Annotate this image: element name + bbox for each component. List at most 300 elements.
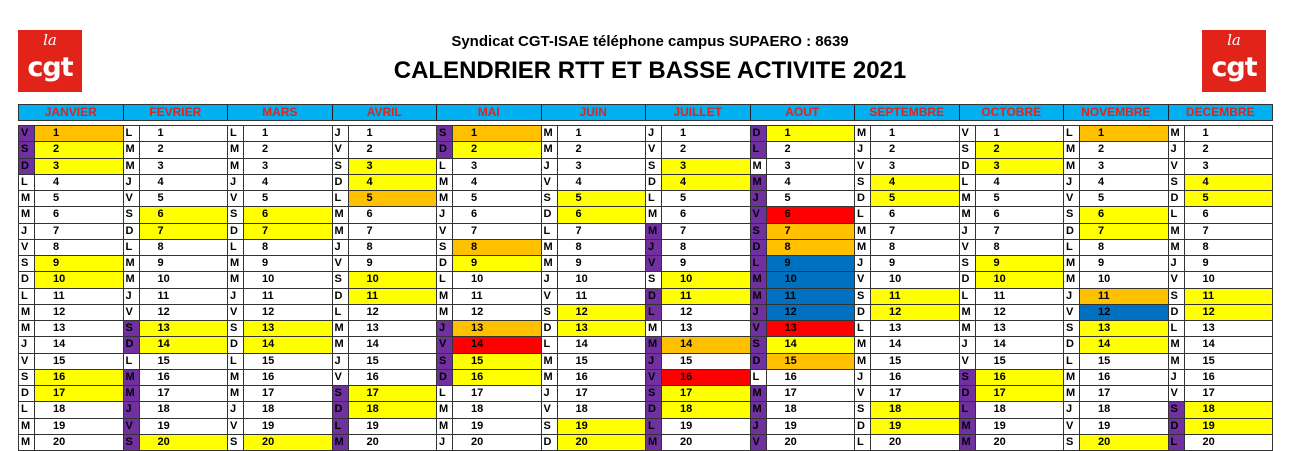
day-number: 1 — [157, 127, 164, 139]
day-row — [542, 386, 646, 402]
day-number: 5 — [1098, 192, 1105, 204]
weekday-letter: M — [1064, 142, 1080, 157]
day-row — [960, 240, 1064, 256]
day-row — [751, 159, 855, 175]
day-number: 4 — [157, 175, 164, 188]
day-number: 14 — [1080, 337, 1168, 352]
day-number: 9 — [575, 257, 582, 269]
day-row — [960, 402, 1064, 418]
day-number: 8 — [680, 240, 687, 253]
weekday-letter: M — [1169, 354, 1185, 369]
day-number: 19 — [366, 419, 379, 432]
day-number: 7 — [366, 224, 373, 237]
day-row — [960, 370, 1064, 386]
weekday-letter: S — [960, 256, 976, 271]
weekday-letter: M — [19, 419, 35, 434]
weekday-letter: S — [646, 159, 662, 174]
day-number: 13 — [558, 321, 646, 336]
weekday-letter: S — [855, 402, 871, 417]
day-number: 3 — [262, 159, 269, 172]
day-row — [960, 289, 1064, 305]
day-row — [855, 224, 959, 240]
weekday-letter: M — [228, 256, 244, 271]
day-number: 7 — [53, 224, 60, 237]
weekday-letter: J — [751, 305, 767, 320]
day-number: 3 — [889, 159, 896, 172]
weekday-letter: M — [542, 240, 558, 255]
weekday-letter: V — [751, 207, 767, 222]
day-number: 15 — [889, 354, 902, 367]
day-number: 1 — [453, 126, 541, 141]
day-number: 2 — [262, 143, 269, 156]
day-number: 15 — [680, 354, 693, 367]
weekday-letter: J — [646, 354, 662, 369]
day-number: 9 — [262, 257, 269, 269]
day-row — [542, 224, 646, 240]
day-number: 3 — [662, 159, 750, 174]
weekday-letter: J — [1169, 256, 1185, 271]
day-row — [542, 175, 646, 191]
day-row — [960, 386, 1064, 402]
weekday-letter: L — [228, 126, 244, 141]
day-row — [124, 224, 228, 240]
day-number: 11 — [575, 289, 588, 302]
weekday-letter: M — [333, 207, 349, 222]
weekday-letter: L — [1169, 435, 1185, 450]
logo-text-cgt: cgt — [1211, 52, 1257, 83]
weekday-letter: M — [960, 191, 976, 206]
day-number: 6 — [53, 208, 60, 221]
weekday-letter: M — [542, 370, 558, 385]
day-row — [542, 305, 646, 321]
day-number: 8 — [157, 240, 164, 253]
day-row — [751, 272, 855, 288]
weekday-letter: M — [437, 191, 453, 206]
day-number: 14 — [244, 337, 332, 352]
day-number: 8 — [53, 240, 60, 253]
weekday-letter: M — [437, 419, 453, 434]
day-row — [19, 240, 123, 256]
day-number: 16 — [575, 370, 588, 383]
weekday-letter: V — [751, 321, 767, 336]
day-row — [751, 354, 855, 370]
day-number: 11 — [993, 289, 1006, 302]
day-number: 16 — [35, 370, 123, 385]
day-row — [228, 402, 332, 418]
weekday-letter: S — [960, 370, 976, 385]
day-number: 5 — [471, 192, 478, 204]
day-number: 13 — [366, 322, 379, 334]
day-number: 13 — [767, 321, 855, 336]
day-number: 16 — [157, 370, 170, 383]
day-number: 4 — [993, 175, 1000, 188]
day-number: 4 — [871, 175, 959, 190]
weekday-letter: V — [228, 191, 244, 206]
day-row — [19, 224, 123, 240]
day-number: 3 — [1202, 159, 1209, 172]
day-number: 13 — [993, 322, 1006, 334]
day-row — [333, 159, 437, 175]
weekday-letter: D — [855, 191, 871, 206]
day-row — [437, 354, 541, 370]
day-row — [1169, 207, 1273, 223]
weekday-letter: M — [960, 419, 976, 434]
weekday-letter: V — [960, 240, 976, 255]
weekday-letter: L — [960, 402, 976, 417]
day-row — [646, 354, 750, 370]
weekday-letter: D — [1169, 419, 1185, 434]
day-number: 15 — [262, 354, 275, 367]
day-number: 9 — [35, 256, 123, 271]
day-number: 13 — [1202, 322, 1215, 334]
day-number: 9 — [157, 257, 164, 269]
day-number: 19 — [157, 419, 170, 432]
day-row — [542, 321, 646, 337]
day-row — [228, 370, 332, 386]
day-row — [228, 207, 332, 223]
day-number: 16 — [453, 370, 541, 385]
day-number: 12 — [993, 305, 1006, 318]
day-row — [1064, 370, 1168, 386]
weekday-letter: J — [542, 386, 558, 401]
day-row — [333, 337, 437, 353]
day-number: 8 — [262, 240, 269, 253]
day-number: 1 — [1202, 127, 1209, 139]
day-number: 1 — [767, 126, 855, 141]
day-row — [437, 402, 541, 418]
day-number: 12 — [767, 305, 855, 320]
day-number: 17 — [262, 387, 275, 399]
day-number: 15 — [993, 354, 1006, 367]
weekday-letter: L — [751, 256, 767, 271]
day-row — [855, 337, 959, 353]
day-number: 16 — [662, 370, 750, 385]
day-number: 15 — [53, 354, 66, 367]
weekday-letter: M — [124, 370, 140, 385]
logo-text-la: la — [1227, 31, 1241, 49]
page-title: CALENDRIER RTT ET BASSE ACTIVITE 2021 — [393, 57, 907, 84]
weekday-letter: J — [542, 272, 558, 287]
day-number: 6 — [767, 207, 855, 222]
day-row — [1064, 337, 1168, 353]
day-row — [1169, 419, 1273, 435]
day-row — [855, 354, 959, 370]
day-row — [1169, 370, 1273, 386]
day-number: 14 — [993, 338, 1006, 351]
day-number: 5 — [871, 191, 959, 206]
day-number: 1 — [575, 127, 582, 139]
day-number: 4 — [662, 175, 750, 190]
weekday-letter: J — [1169, 142, 1185, 157]
weekday-letter: M — [228, 159, 244, 174]
day-row — [1064, 191, 1168, 207]
day-number: 18 — [1098, 403, 1111, 416]
weekday-letter: M — [855, 354, 871, 369]
weekday-letter: L — [124, 354, 140, 369]
day-number: 17 — [575, 387, 588, 399]
day-row — [646, 159, 750, 175]
day-row — [646, 321, 750, 337]
day-number: 5 — [157, 192, 164, 204]
day-row — [751, 142, 855, 158]
day-row — [437, 224, 541, 240]
day-number: 16 — [784, 370, 797, 383]
day-number: 15 — [157, 354, 170, 367]
day-row — [19, 142, 123, 158]
weekday-letter: J — [646, 126, 662, 141]
weekday-letter: V — [542, 175, 558, 190]
day-row — [1064, 272, 1168, 288]
weekday-letter: L — [333, 419, 349, 434]
day-row — [333, 191, 437, 207]
day-row — [960, 419, 1064, 435]
weekday-letter: M — [228, 370, 244, 385]
day-number: 8 — [366, 240, 373, 253]
day-row — [1169, 159, 1273, 175]
weekday-letter: M — [1169, 224, 1185, 239]
weekday-letter: J — [333, 354, 349, 369]
weekday-letter: D — [751, 126, 767, 141]
day-number: 11 — [262, 289, 274, 302]
day-row — [437, 386, 541, 402]
day-number: 8 — [1098, 240, 1105, 253]
day-number: 14 — [575, 338, 588, 351]
day-row — [646, 337, 750, 353]
day-number: 19 — [1185, 419, 1273, 434]
day-row — [228, 419, 332, 435]
day-number: 17 — [784, 387, 797, 399]
day-number: 6 — [889, 208, 896, 221]
day-number: 6 — [1080, 207, 1168, 222]
weekday-letter: D — [333, 175, 349, 190]
month-column — [1064, 126, 1169, 451]
day-number: 20 — [993, 435, 1006, 448]
day-number: 2 — [1202, 143, 1209, 156]
weekday-letter: J — [124, 175, 140, 190]
day-row — [437, 142, 541, 158]
weekday-letter: M — [1064, 272, 1080, 287]
day-number: 20 — [53, 435, 66, 448]
day-number: 6 — [140, 207, 228, 222]
day-number: 5 — [53, 192, 60, 204]
day-number: 2 — [889, 143, 896, 156]
day-number: 13 — [53, 322, 66, 334]
weekday-letter: L — [1064, 354, 1080, 369]
calendar — [18, 104, 1273, 451]
day-number: 4 — [471, 175, 478, 188]
day-number: 13 — [453, 321, 541, 336]
day-number: 12 — [1185, 305, 1273, 320]
weekday-letter: S — [646, 272, 662, 287]
day-row — [124, 321, 228, 337]
day-number: 9 — [1098, 257, 1105, 269]
day-row — [751, 256, 855, 272]
day-row — [19, 207, 123, 223]
day-row — [19, 386, 123, 402]
weekday-letter: M — [1064, 386, 1080, 401]
day-row — [646, 126, 750, 142]
day-row — [19, 305, 123, 321]
weekday-letter: D — [542, 207, 558, 222]
day-number: 13 — [1080, 321, 1168, 336]
day-number: 2 — [35, 142, 123, 157]
weekday-letter: M — [1169, 240, 1185, 255]
weekday-letter: V — [960, 354, 976, 369]
weekday-letter: M — [333, 337, 349, 352]
day-row — [333, 175, 437, 191]
day-number: 12 — [471, 305, 484, 318]
weekday-letter: L — [19, 402, 35, 417]
day-row — [542, 240, 646, 256]
day-row — [542, 142, 646, 158]
day-row — [124, 207, 228, 223]
month-header: MARS — [228, 105, 333, 120]
month-header: AOUT — [751, 105, 856, 120]
day-row — [124, 386, 228, 402]
day-number: 9 — [767, 256, 855, 271]
day-number: 7 — [993, 224, 1000, 237]
day-number: 15 — [366, 354, 379, 367]
month-header: NOVEMBRE — [1064, 105, 1169, 120]
day-number: 15 — [767, 354, 855, 369]
weekday-letter: M — [855, 126, 871, 141]
day-number: 17 — [157, 387, 170, 399]
weekday-letter: J — [855, 142, 871, 157]
weekday-letter: J — [1169, 370, 1185, 385]
month-column — [1169, 126, 1274, 451]
day-row — [124, 305, 228, 321]
weekday-letter: S — [124, 435, 140, 450]
day-row — [124, 142, 228, 158]
day-row — [960, 224, 1064, 240]
weekday-letter: L — [228, 354, 244, 369]
day-row — [228, 126, 332, 142]
weekday-letter: M — [751, 289, 767, 304]
day-row — [1064, 321, 1168, 337]
month-header: JANVIER — [19, 105, 124, 120]
weekday-letter: S — [1064, 321, 1080, 336]
day-number: 11 — [53, 289, 65, 302]
day-row — [542, 402, 646, 418]
day-row — [1169, 354, 1273, 370]
day-number: 10 — [889, 273, 902, 286]
weekday-letter: D — [333, 289, 349, 304]
day-row — [542, 272, 646, 288]
day-row — [542, 191, 646, 207]
weekday-letter: S — [228, 207, 244, 222]
weekday-letter: M — [1064, 256, 1080, 271]
day-row — [333, 305, 437, 321]
day-number: 6 — [680, 208, 687, 221]
day-number: 1 — [993, 127, 1000, 139]
day-row — [333, 126, 437, 142]
day-row — [751, 175, 855, 191]
day-row — [19, 354, 123, 370]
day-row — [333, 240, 437, 256]
day-number: 2 — [680, 143, 687, 156]
weekday-letter: L — [646, 191, 662, 206]
day-row — [1064, 419, 1168, 435]
weekday-letter: S — [1169, 175, 1185, 190]
weekday-letter: J — [437, 435, 453, 450]
day-number: 17 — [1202, 387, 1215, 399]
weekday-letter: M — [542, 142, 558, 157]
day-number: 6 — [471, 208, 478, 221]
weekday-letter: M — [751, 386, 767, 401]
day-number: 19 — [993, 419, 1006, 432]
day-number: 12 — [366, 305, 379, 318]
weekday-letter: V — [1169, 272, 1185, 287]
day-number: 16 — [1098, 370, 1111, 383]
day-number: 17 — [662, 386, 750, 401]
day-row — [855, 289, 959, 305]
weekday-letter: J — [1064, 289, 1080, 304]
day-number: 17 — [976, 386, 1064, 401]
day-row — [124, 289, 228, 305]
day-number: 5 — [784, 192, 791, 204]
day-number: 8 — [767, 240, 855, 255]
day-row — [1169, 402, 1273, 418]
month-column — [437, 126, 542, 451]
day-number: 11 — [349, 289, 437, 304]
day-number: 1 — [889, 127, 896, 139]
weekday-letter: J — [855, 256, 871, 271]
day-number: 4 — [53, 175, 60, 188]
day-row — [542, 289, 646, 305]
day-row — [437, 240, 541, 256]
day-number: 2 — [453, 142, 541, 157]
month-header: OCTOBRE — [960, 105, 1065, 120]
day-row — [646, 419, 750, 435]
day-row — [960, 337, 1064, 353]
day-number: 5 — [558, 191, 646, 206]
day-number: 20 — [366, 435, 379, 448]
day-number: 11 — [767, 289, 855, 304]
weekday-letter: M — [124, 256, 140, 271]
weekday-letter: M — [19, 305, 35, 320]
day-row — [1064, 224, 1168, 240]
day-row — [333, 419, 437, 435]
day-row — [855, 207, 959, 223]
weekday-letter: D — [960, 386, 976, 401]
day-row — [855, 159, 959, 175]
weekday-letter: M — [646, 224, 662, 239]
weekday-letter: V — [855, 159, 871, 174]
day-row — [646, 175, 750, 191]
weekday-letter: M — [855, 224, 871, 239]
weekday-letter: M — [333, 224, 349, 239]
day-row — [751, 402, 855, 418]
day-row — [333, 386, 437, 402]
logo-text-cgt: cgt — [27, 52, 73, 83]
day-number: 12 — [871, 305, 959, 320]
day-row — [542, 370, 646, 386]
weekday-letter: S — [333, 386, 349, 401]
day-row — [19, 126, 123, 142]
day-number: 4 — [1185, 175, 1273, 190]
weekday-letter: D — [333, 402, 349, 417]
day-number: 13 — [244, 321, 332, 336]
weekday-letter: V — [542, 289, 558, 304]
weekday-letter: V — [1064, 305, 1080, 320]
weekday-letter: V — [19, 240, 35, 255]
day-number: 8 — [993, 240, 1000, 253]
day-number: 3 — [35, 159, 123, 174]
weekday-letter: J — [333, 240, 349, 255]
weekday-letter: S — [542, 305, 558, 320]
day-row — [960, 256, 1064, 272]
day-row — [1064, 126, 1168, 142]
